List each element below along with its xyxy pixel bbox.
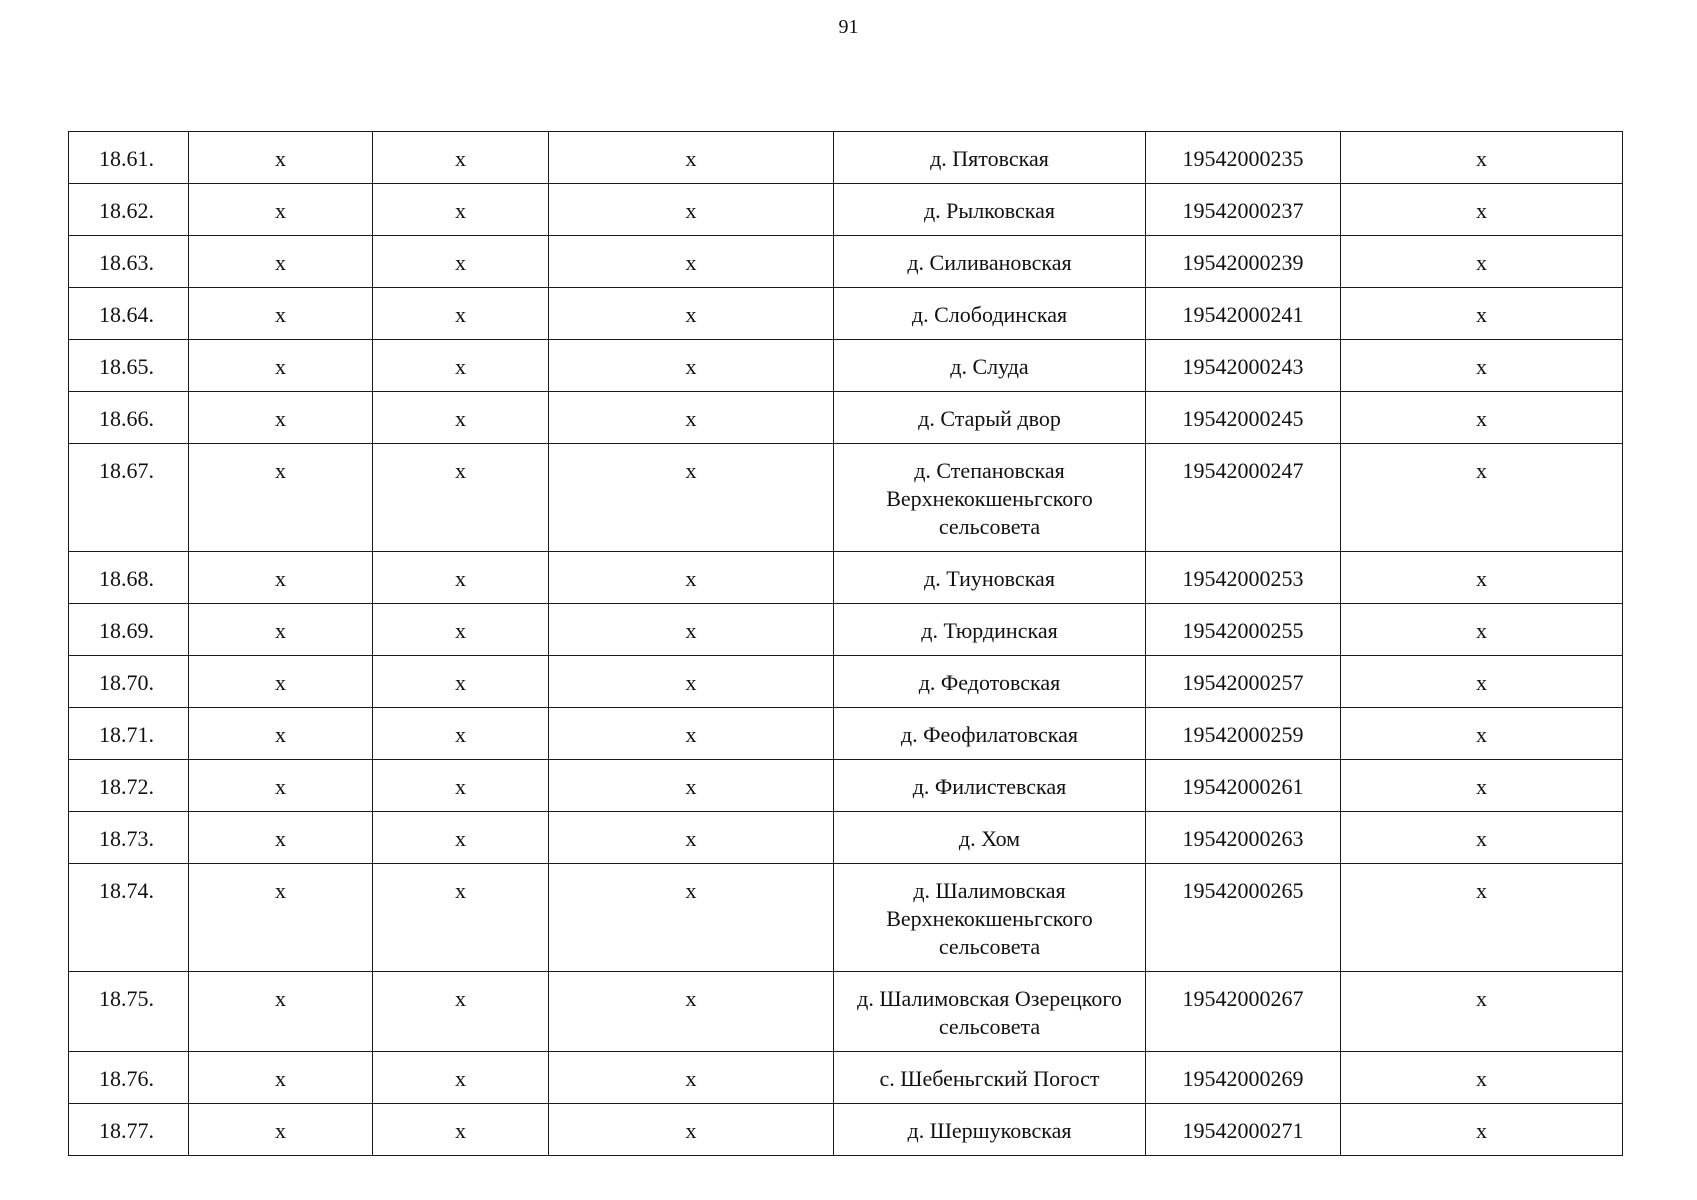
cell-x: x bbox=[189, 972, 373, 1052]
cell-x: x bbox=[1341, 972, 1623, 1052]
cell-x: x bbox=[189, 392, 373, 444]
table-row bbox=[69, 864, 1623, 972]
cell-x: x bbox=[373, 1104, 549, 1156]
cell-x: x bbox=[189, 444, 373, 552]
cell-x: x bbox=[549, 864, 834, 972]
cell-x: x bbox=[189, 552, 373, 604]
row-number: 18.71. bbox=[69, 708, 189, 760]
oktmo-code: 19542000243 bbox=[1146, 340, 1341, 392]
row-number: 18.62. bbox=[69, 184, 189, 236]
cell-x: x bbox=[549, 760, 834, 812]
cell-x: x bbox=[373, 392, 549, 444]
row-number: 18.69. bbox=[69, 604, 189, 656]
cell-x: x bbox=[549, 184, 834, 236]
cell-x: x bbox=[189, 1104, 373, 1156]
settlements-table bbox=[68, 131, 1623, 1156]
table-row bbox=[69, 392, 1623, 444]
cell-x: x bbox=[549, 1104, 834, 1156]
cell-x: x bbox=[373, 1052, 549, 1104]
cell-x: x bbox=[373, 184, 549, 236]
row-number: 18.70. bbox=[69, 656, 189, 708]
settlement-name: д. Шалимовская Озерецкого сельсовета bbox=[834, 972, 1146, 1052]
row-number: 18.73. bbox=[69, 812, 189, 864]
cell-x: x bbox=[1341, 444, 1623, 552]
table-row bbox=[69, 812, 1623, 864]
cell-x: x bbox=[373, 444, 549, 552]
cell-x: x bbox=[373, 708, 549, 760]
oktmo-code: 19542000261 bbox=[1146, 760, 1341, 812]
settlement-name: д. Федотовская bbox=[834, 656, 1146, 708]
table-row bbox=[69, 1052, 1623, 1104]
cell-x: x bbox=[1341, 184, 1623, 236]
settlement-name: д. Степановская Верхнекокшеньгского сельсовета bbox=[834, 444, 1146, 552]
row-number: 18.68. bbox=[69, 552, 189, 604]
cell-x: x bbox=[549, 444, 834, 552]
oktmo-code: 19542000269 bbox=[1146, 1052, 1341, 1104]
oktmo-code: 19542000235 bbox=[1146, 132, 1341, 184]
oktmo-code: 19542000245 bbox=[1146, 392, 1341, 444]
row-number: 18.76. bbox=[69, 1052, 189, 1104]
cell-x: x bbox=[373, 760, 549, 812]
table-row bbox=[69, 288, 1623, 340]
table-row bbox=[69, 132, 1623, 184]
table-row bbox=[69, 340, 1623, 392]
cell-x: x bbox=[549, 972, 834, 1052]
cell-x: x bbox=[549, 708, 834, 760]
cell-x: x bbox=[1341, 812, 1623, 864]
cell-x: x bbox=[373, 340, 549, 392]
cell-x: x bbox=[1341, 1104, 1623, 1156]
settlement-name: д. Рылковская bbox=[834, 184, 1146, 236]
table-row bbox=[69, 236, 1623, 288]
oktmo-code: 19542000267 bbox=[1146, 972, 1341, 1052]
cell-x: x bbox=[1341, 656, 1623, 708]
settlement-name: д. Слуда bbox=[834, 340, 1146, 392]
oktmo-code: 19542000255 bbox=[1146, 604, 1341, 656]
cell-x: x bbox=[1341, 132, 1623, 184]
cell-x: x bbox=[549, 340, 834, 392]
settlement-name: д. Старый двор bbox=[834, 392, 1146, 444]
cell-x: x bbox=[549, 288, 834, 340]
oktmo-code: 19542000271 bbox=[1146, 1104, 1341, 1156]
table-row bbox=[69, 972, 1623, 1052]
table-row bbox=[69, 184, 1623, 236]
oktmo-code: 19542000239 bbox=[1146, 236, 1341, 288]
cell-x: x bbox=[189, 184, 373, 236]
settlement-name: д. Феофилатовская bbox=[834, 708, 1146, 760]
oktmo-code: 19542000237 bbox=[1146, 184, 1341, 236]
cell-x: x bbox=[189, 340, 373, 392]
row-number: 18.63. bbox=[69, 236, 189, 288]
oktmo-code: 19542000247 bbox=[1146, 444, 1341, 552]
row-number: 18.75. bbox=[69, 972, 189, 1052]
cell-x: x bbox=[549, 812, 834, 864]
cell-x: x bbox=[1341, 864, 1623, 972]
table-row bbox=[69, 656, 1623, 708]
oktmo-code: 19542000259 bbox=[1146, 708, 1341, 760]
oktmo-code: 19542000241 bbox=[1146, 288, 1341, 340]
oktmo-code: 19542000265 bbox=[1146, 864, 1341, 972]
table-row bbox=[69, 604, 1623, 656]
cell-x: x bbox=[373, 236, 549, 288]
table-row bbox=[69, 444, 1623, 552]
cell-x: x bbox=[549, 236, 834, 288]
cell-x: x bbox=[373, 812, 549, 864]
settlement-name: д. Слободинская bbox=[834, 288, 1146, 340]
cell-x: x bbox=[549, 552, 834, 604]
table-row bbox=[69, 1104, 1623, 1156]
row-number: 18.77. bbox=[69, 1104, 189, 1156]
table-row bbox=[69, 708, 1623, 760]
cell-x: x bbox=[1341, 604, 1623, 656]
cell-x: x bbox=[189, 656, 373, 708]
cell-x: x bbox=[373, 972, 549, 1052]
cell-x: x bbox=[189, 708, 373, 760]
row-number: 18.66. bbox=[69, 392, 189, 444]
settlement-name: д. Пятовская bbox=[834, 132, 1146, 184]
settlement-name: д. Тюрдинская bbox=[834, 604, 1146, 656]
cell-x: x bbox=[189, 288, 373, 340]
cell-x: x bbox=[189, 132, 373, 184]
settlement-name: д. Тиуновская bbox=[834, 552, 1146, 604]
settlement-name: д. Хом bbox=[834, 812, 1146, 864]
cell-x: x bbox=[189, 812, 373, 864]
page-number: 91 bbox=[838, 16, 859, 38]
settlement-name: с. Шебеньгский Погост bbox=[834, 1052, 1146, 1104]
cell-x: x bbox=[373, 656, 549, 708]
cell-x: x bbox=[373, 288, 549, 340]
table-row bbox=[69, 760, 1623, 812]
row-number: 18.67. bbox=[69, 444, 189, 552]
cell-x: x bbox=[373, 552, 549, 604]
cell-x: x bbox=[549, 392, 834, 444]
settlement-name: д. Шершуковская bbox=[834, 1104, 1146, 1156]
cell-x: x bbox=[1341, 708, 1623, 760]
cell-x: x bbox=[1341, 1052, 1623, 1104]
cell-x: x bbox=[189, 1052, 373, 1104]
cell-x: x bbox=[373, 132, 549, 184]
settlement-name: д. Шалимовская Верхнекокшеньгского сельсовета bbox=[834, 864, 1146, 972]
settlement-name: д. Филистевская bbox=[834, 760, 1146, 812]
cell-x: x bbox=[549, 604, 834, 656]
oktmo-code: 19542000257 bbox=[1146, 656, 1341, 708]
oktmo-code: 19542000253 bbox=[1146, 552, 1341, 604]
row-number: 18.74. bbox=[69, 864, 189, 972]
row-number: 18.72. bbox=[69, 760, 189, 812]
table-row bbox=[69, 552, 1623, 604]
cell-x: x bbox=[549, 656, 834, 708]
cell-x: x bbox=[1341, 760, 1623, 812]
row-number: 18.65. bbox=[69, 340, 189, 392]
cell-x: x bbox=[1341, 392, 1623, 444]
cell-x: x bbox=[1341, 552, 1623, 604]
cell-x: x bbox=[373, 604, 549, 656]
cell-x: x bbox=[549, 1052, 834, 1104]
cell-x: x bbox=[189, 864, 373, 972]
row-number: 18.64. bbox=[69, 288, 189, 340]
cell-x: x bbox=[1341, 340, 1623, 392]
cell-x: x bbox=[189, 604, 373, 656]
cell-x: x bbox=[1341, 288, 1623, 340]
oktmo-code: 19542000263 bbox=[1146, 812, 1341, 864]
cell-x: x bbox=[549, 132, 834, 184]
cell-x: x bbox=[1341, 236, 1623, 288]
cell-x: x bbox=[373, 864, 549, 972]
cell-x: x bbox=[189, 236, 373, 288]
row-number: 18.61. bbox=[69, 132, 189, 184]
cell-x: x bbox=[189, 760, 373, 812]
settlement-name: д. Силивановская bbox=[834, 236, 1146, 288]
